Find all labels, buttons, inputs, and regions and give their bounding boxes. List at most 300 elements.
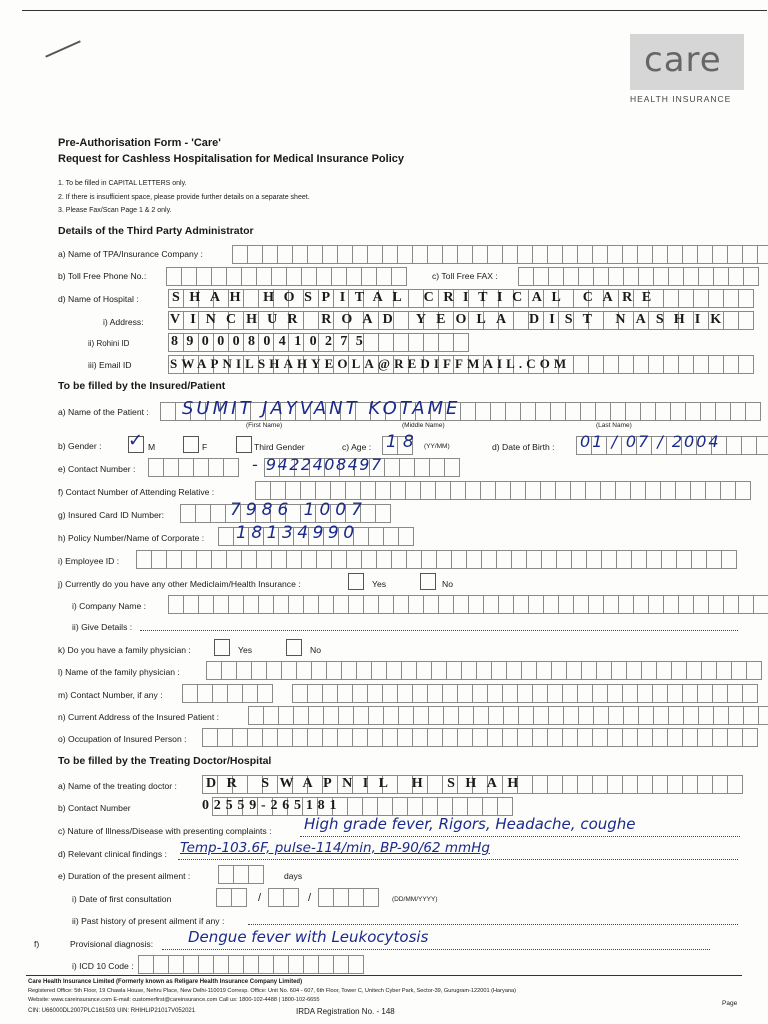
entry-box[interactable] <box>296 661 312 680</box>
entry-box[interactable] <box>742 728 758 747</box>
entry-box[interactable] <box>148 458 164 477</box>
entry-box[interactable] <box>376 267 392 286</box>
entry-box[interactable] <box>413 706 429 725</box>
entry-box[interactable] <box>683 706 699 725</box>
entry-box[interactable] <box>592 684 608 703</box>
entry-box[interactable] <box>727 775 743 794</box>
ailment-duration-boxes[interactable] <box>218 865 263 882</box>
entry-box[interactable] <box>397 728 413 747</box>
entry-box[interactable] <box>163 458 179 477</box>
entry-box[interactable] <box>525 481 541 500</box>
entry-box[interactable] <box>533 267 549 286</box>
entry-box[interactable] <box>577 684 593 703</box>
entry-box[interactable] <box>622 728 638 747</box>
entry-box[interactable] <box>378 333 394 352</box>
entry-box[interactable] <box>398 706 414 725</box>
entry-box[interactable] <box>513 595 529 614</box>
entry-box[interactable] <box>301 550 317 569</box>
entry-box[interactable] <box>652 775 668 794</box>
entry-box[interactable] <box>243 595 259 614</box>
entry-box[interactable] <box>408 333 424 352</box>
entry-box[interactable] <box>686 661 702 680</box>
entry-box[interactable] <box>510 481 526 500</box>
entry-box[interactable] <box>446 661 462 680</box>
entry-box[interactable] <box>311 661 327 680</box>
entry-box[interactable] <box>723 595 739 614</box>
entry-box[interactable] <box>458 706 474 725</box>
entry-box[interactable] <box>232 728 248 747</box>
entry-box[interactable] <box>608 706 624 725</box>
entry-box[interactable] <box>331 267 347 286</box>
entry-box[interactable] <box>467 797 483 816</box>
entry-box[interactable] <box>596 661 612 680</box>
entry-box[interactable] <box>363 595 379 614</box>
entry-box[interactable] <box>608 267 624 286</box>
entry-box[interactable] <box>637 684 653 703</box>
entry-box[interactable] <box>412 245 428 264</box>
entry-box[interactable] <box>611 661 627 680</box>
entry-box[interactable] <box>360 481 376 500</box>
entry-box[interactable] <box>326 661 342 680</box>
entry-box[interactable] <box>217 728 233 747</box>
entry-box[interactable] <box>577 728 593 747</box>
entry-box[interactable] <box>367 684 383 703</box>
entry-box[interactable] <box>558 595 574 614</box>
entry-box[interactable] <box>588 355 604 374</box>
entry-box[interactable] <box>303 955 319 974</box>
entry-box[interactable] <box>728 267 744 286</box>
entry-box[interactable] <box>468 595 484 614</box>
entry-box[interactable] <box>247 728 263 747</box>
entry-box[interactable] <box>581 661 597 680</box>
entry-box[interactable] <box>307 684 323 703</box>
entry-box[interactable] <box>712 245 728 264</box>
entry-box[interactable] <box>571 550 587 569</box>
entry-box[interactable] <box>607 728 623 747</box>
entry-box[interactable] <box>618 355 634 374</box>
entry-box[interactable] <box>713 706 729 725</box>
entry-box[interactable] <box>595 402 611 421</box>
entry-box[interactable] <box>726 436 742 455</box>
entry-box[interactable] <box>756 436 768 455</box>
entry-box[interactable] <box>391 267 407 286</box>
entry-box[interactable] <box>652 245 668 264</box>
entry-box[interactable] <box>363 888 379 907</box>
entry-box[interactable] <box>543 595 559 614</box>
tpa-name-boxes[interactable] <box>232 245 768 262</box>
entry-box[interactable] <box>390 481 406 500</box>
entry-box[interactable] <box>622 775 638 794</box>
entry-box[interactable] <box>578 267 594 286</box>
entry-box[interactable] <box>346 550 362 569</box>
entry-box[interactable] <box>622 684 638 703</box>
entry-box[interactable] <box>622 245 638 264</box>
entry-box[interactable] <box>384 458 400 477</box>
entry-box[interactable] <box>668 706 684 725</box>
entry-box[interactable] <box>198 955 214 974</box>
entry-box[interactable] <box>428 706 444 725</box>
entry-box[interactable] <box>682 728 698 747</box>
entry-box[interactable] <box>407 797 423 816</box>
entry-box[interactable] <box>565 402 581 421</box>
entry-box[interactable] <box>631 550 647 569</box>
entry-box[interactable] <box>375 504 391 523</box>
entry-box[interactable] <box>436 550 452 569</box>
entry-box[interactable] <box>337 684 353 703</box>
entry-box[interactable] <box>421 550 437 569</box>
entry-box[interactable] <box>573 595 589 614</box>
entry-box[interactable] <box>293 706 309 725</box>
entry-box[interactable] <box>712 684 728 703</box>
entry-box[interactable] <box>195 504 211 523</box>
entry-box[interactable] <box>535 402 551 421</box>
entry-box[interactable] <box>623 706 639 725</box>
entry-box[interactable] <box>466 550 482 569</box>
entry-box[interactable] <box>213 955 229 974</box>
entry-box[interactable] <box>232 245 248 264</box>
entry-box[interactable] <box>518 706 534 725</box>
entry-box[interactable] <box>460 402 476 421</box>
entry-box[interactable] <box>473 706 489 725</box>
entry-box[interactable] <box>301 267 317 286</box>
entry-box[interactable] <box>715 402 731 421</box>
entry-box[interactable] <box>667 775 683 794</box>
entry-box[interactable] <box>431 661 447 680</box>
entry-box[interactable] <box>397 245 413 264</box>
entry-box[interactable] <box>487 728 503 747</box>
entry-box[interactable] <box>497 797 513 816</box>
entry-box[interactable] <box>138 955 154 974</box>
entry-box[interactable] <box>178 458 194 477</box>
entry-box[interactable] <box>577 775 593 794</box>
entry-box[interactable] <box>618 595 634 614</box>
entry-box[interactable] <box>367 728 383 747</box>
entry-box[interactable] <box>476 661 492 680</box>
entry-box[interactable] <box>375 481 391 500</box>
entry-box[interactable] <box>646 550 662 569</box>
entry-box[interactable] <box>352 728 368 747</box>
entry-box[interactable] <box>630 481 646 500</box>
entry-box[interactable] <box>487 245 503 264</box>
entry-box[interactable] <box>181 267 197 286</box>
illness-line[interactable] <box>300 836 740 837</box>
entry-box[interactable] <box>498 595 514 614</box>
physician-name-boxes[interactable] <box>206 661 761 678</box>
entry-box[interactable] <box>585 481 601 500</box>
entry-box[interactable] <box>266 661 282 680</box>
entry-box[interactable] <box>412 684 428 703</box>
entry-box[interactable] <box>292 728 308 747</box>
entry-box[interactable] <box>547 245 563 264</box>
entry-box[interactable] <box>586 550 602 569</box>
entry-box[interactable] <box>706 550 722 569</box>
entry-box[interactable] <box>391 550 407 569</box>
entry-box[interactable] <box>435 481 451 500</box>
entry-box[interactable] <box>263 706 279 725</box>
family-physician-yes-checkbox[interactable] <box>214 639 230 656</box>
physician-contact-boxes[interactable] <box>292 684 757 701</box>
entry-box[interactable] <box>701 661 717 680</box>
entry-box[interactable] <box>318 595 334 614</box>
entry-box[interactable] <box>593 267 609 286</box>
toll-free-phone-boxes[interactable] <box>166 267 406 284</box>
entry-box[interactable] <box>683 267 699 286</box>
entry-box[interactable] <box>378 595 394 614</box>
entry-box[interactable] <box>412 728 428 747</box>
entry-box[interactable] <box>660 481 676 500</box>
entry-box[interactable] <box>532 728 548 747</box>
entry-box[interactable] <box>427 684 443 703</box>
entry-box[interactable] <box>676 550 692 569</box>
relative-contact-boxes[interactable] <box>255 481 750 498</box>
entry-box[interactable] <box>382 728 398 747</box>
entry-box[interactable] <box>277 728 293 747</box>
entry-box[interactable] <box>331 550 347 569</box>
entry-box[interactable] <box>262 245 278 264</box>
entry-box[interactable] <box>637 728 653 747</box>
current-address-boxes[interactable] <box>248 706 768 723</box>
entry-box[interactable] <box>716 661 732 680</box>
entry-box[interactable] <box>693 355 709 374</box>
entry-box[interactable] <box>547 684 563 703</box>
entry-box[interactable] <box>578 706 594 725</box>
entry-box[interactable] <box>526 550 542 569</box>
entry-box[interactable] <box>697 728 713 747</box>
entry-box[interactable] <box>382 684 398 703</box>
entry-box[interactable] <box>368 527 384 546</box>
entry-box[interactable] <box>723 289 739 308</box>
entry-box[interactable] <box>288 955 304 974</box>
entry-box[interactable] <box>502 728 518 747</box>
entry-box[interactable] <box>502 684 518 703</box>
entry-box[interactable] <box>488 706 504 725</box>
entry-box[interactable] <box>678 595 694 614</box>
entry-box[interactable] <box>216 888 232 907</box>
entry-box[interactable] <box>226 550 242 569</box>
entry-box[interactable] <box>623 267 639 286</box>
entry-box[interactable] <box>691 550 707 569</box>
entry-box[interactable] <box>236 661 252 680</box>
entry-box[interactable] <box>682 245 698 264</box>
entry-box[interactable] <box>278 706 294 725</box>
entry-box[interactable] <box>640 402 656 421</box>
entry-box[interactable] <box>268 888 284 907</box>
entry-box[interactable] <box>429 458 445 477</box>
entry-box[interactable] <box>697 684 713 703</box>
entry-box[interactable] <box>160 402 176 421</box>
physician-contact-prefix-boxes[interactable] <box>182 684 272 701</box>
entry-box[interactable] <box>251 661 267 680</box>
entry-box[interactable] <box>562 728 578 747</box>
entry-box[interactable] <box>136 550 152 569</box>
entry-box[interactable] <box>502 245 518 264</box>
entry-box[interactable] <box>277 245 293 264</box>
entry-box[interactable] <box>746 661 762 680</box>
entry-box[interactable] <box>408 595 424 614</box>
entry-box[interactable] <box>197 684 213 703</box>
contact-prefix-boxes[interactable] <box>148 458 238 475</box>
entry-box[interactable] <box>645 481 661 500</box>
entry-box[interactable] <box>377 797 393 816</box>
entry-box[interactable] <box>712 775 728 794</box>
entry-box[interactable] <box>742 684 758 703</box>
entry-box[interactable] <box>401 661 417 680</box>
entry-box[interactable] <box>256 550 272 569</box>
entry-box[interactable] <box>682 684 698 703</box>
entry-box[interactable] <box>437 797 453 816</box>
entry-box[interactable] <box>653 706 669 725</box>
entry-box[interactable] <box>667 245 683 264</box>
employee-id-boxes[interactable] <box>136 550 736 567</box>
entry-box[interactable] <box>286 550 302 569</box>
entry-box[interactable] <box>318 888 334 907</box>
entry-box[interactable] <box>168 595 184 614</box>
entry-box[interactable] <box>345 481 361 500</box>
entry-box[interactable] <box>218 865 234 884</box>
entry-box[interactable] <box>648 355 664 374</box>
entry-box[interactable] <box>307 728 323 747</box>
entry-box[interactable] <box>286 267 302 286</box>
entry-box[interactable] <box>322 245 338 264</box>
entry-box[interactable] <box>641 661 657 680</box>
entry-box[interactable] <box>487 684 503 703</box>
entry-box[interactable] <box>228 595 244 614</box>
entry-box[interactable] <box>663 355 679 374</box>
entry-box[interactable] <box>397 684 413 703</box>
entry-box[interactable] <box>352 245 368 264</box>
entry-box[interactable] <box>438 333 454 352</box>
entry-box[interactable] <box>346 267 362 286</box>
entry-box[interactable] <box>273 955 289 974</box>
entry-box[interactable] <box>271 550 287 569</box>
entry-box[interactable] <box>521 661 537 680</box>
entry-box[interactable] <box>213 595 229 614</box>
entry-box[interactable] <box>393 595 409 614</box>
entry-box[interactable] <box>405 481 421 500</box>
entry-box[interactable] <box>248 706 264 725</box>
entry-box[interactable] <box>547 775 563 794</box>
entry-box[interactable] <box>648 595 664 614</box>
mediclaim-no-checkbox[interactable] <box>420 573 436 590</box>
entry-box[interactable] <box>300 481 316 500</box>
entry-box[interactable] <box>655 402 671 421</box>
entry-box[interactable] <box>481 550 497 569</box>
entry-box[interactable] <box>738 355 754 374</box>
entry-box[interactable] <box>338 706 354 725</box>
entry-box[interactable] <box>457 684 473 703</box>
entry-box[interactable] <box>548 706 564 725</box>
entry-box[interactable] <box>376 550 392 569</box>
entry-box[interactable] <box>690 481 706 500</box>
entry-box[interactable] <box>520 402 536 421</box>
entry-box[interactable] <box>472 728 488 747</box>
entry-box[interactable] <box>347 797 363 816</box>
entry-box[interactable] <box>601 550 617 569</box>
entry-box[interactable] <box>198 595 214 614</box>
entry-box[interactable] <box>337 728 353 747</box>
entry-box[interactable] <box>562 684 578 703</box>
entry-box[interactable] <box>420 481 436 500</box>
entry-box[interactable] <box>678 289 694 308</box>
entry-box[interactable] <box>753 595 768 614</box>
entry-box[interactable] <box>638 706 654 725</box>
entry-box[interactable] <box>685 402 701 421</box>
entry-box[interactable] <box>735 481 751 500</box>
entry-box[interactable] <box>352 684 368 703</box>
entry-box[interactable] <box>518 267 534 286</box>
entry-box[interactable] <box>442 728 458 747</box>
entry-box[interactable] <box>663 595 679 614</box>
entry-box[interactable] <box>483 595 499 614</box>
entry-box[interactable] <box>303 595 319 614</box>
entry-box[interactable] <box>427 245 443 264</box>
entry-box[interactable] <box>607 775 623 794</box>
entry-box[interactable] <box>231 888 247 907</box>
entry-box[interactable] <box>182 684 198 703</box>
entry-box[interactable] <box>337 245 353 264</box>
entry-box[interactable] <box>472 684 488 703</box>
entry-box[interactable] <box>210 504 226 523</box>
entry-box[interactable] <box>653 267 669 286</box>
entry-box[interactable] <box>738 595 754 614</box>
entry-box[interactable] <box>738 311 754 330</box>
entry-box[interactable] <box>383 706 399 725</box>
entry-box[interactable] <box>256 267 272 286</box>
entry-box[interactable] <box>548 267 564 286</box>
entry-box[interactable] <box>663 289 679 308</box>
entry-box[interactable] <box>588 595 604 614</box>
entry-box[interactable] <box>708 289 724 308</box>
entry-box[interactable] <box>333 888 349 907</box>
entry-box[interactable] <box>697 245 713 264</box>
entry-box[interactable] <box>255 481 271 500</box>
entry-box[interactable] <box>675 481 691 500</box>
entry-box[interactable] <box>532 684 548 703</box>
occupation-boxes[interactable] <box>202 728 757 745</box>
entry-box[interactable] <box>528 595 544 614</box>
entry-box[interactable] <box>422 797 438 816</box>
entry-box[interactable] <box>603 355 619 374</box>
entry-box[interactable] <box>353 706 369 725</box>
entry-box[interactable] <box>712 728 728 747</box>
entry-box[interactable] <box>656 661 672 680</box>
entry-box[interactable] <box>607 684 623 703</box>
entry-box[interactable] <box>283 888 299 907</box>
entry-box[interactable] <box>580 402 596 421</box>
entry-box[interactable] <box>693 289 709 308</box>
entry-box[interactable] <box>550 402 566 421</box>
entry-box[interactable] <box>482 797 498 816</box>
entry-box[interactable] <box>742 245 758 264</box>
entry-box[interactable] <box>307 245 323 264</box>
entry-box[interactable] <box>566 661 582 680</box>
entry-box[interactable] <box>563 267 579 286</box>
entry-box[interactable] <box>540 481 556 500</box>
entry-box[interactable] <box>273 595 289 614</box>
entry-box[interactable] <box>226 267 242 286</box>
entry-box[interactable] <box>713 267 729 286</box>
entry-box[interactable] <box>393 333 409 352</box>
entry-box[interactable] <box>183 595 199 614</box>
consult-day-boxes[interactable] <box>216 888 246 905</box>
entry-box[interactable] <box>323 706 339 725</box>
consult-month-boxes[interactable] <box>268 888 298 905</box>
entry-box[interactable] <box>720 481 736 500</box>
entry-box[interactable] <box>333 955 349 974</box>
entry-box[interactable] <box>693 595 709 614</box>
entry-box[interactable] <box>392 797 408 816</box>
entry-box[interactable] <box>271 267 287 286</box>
